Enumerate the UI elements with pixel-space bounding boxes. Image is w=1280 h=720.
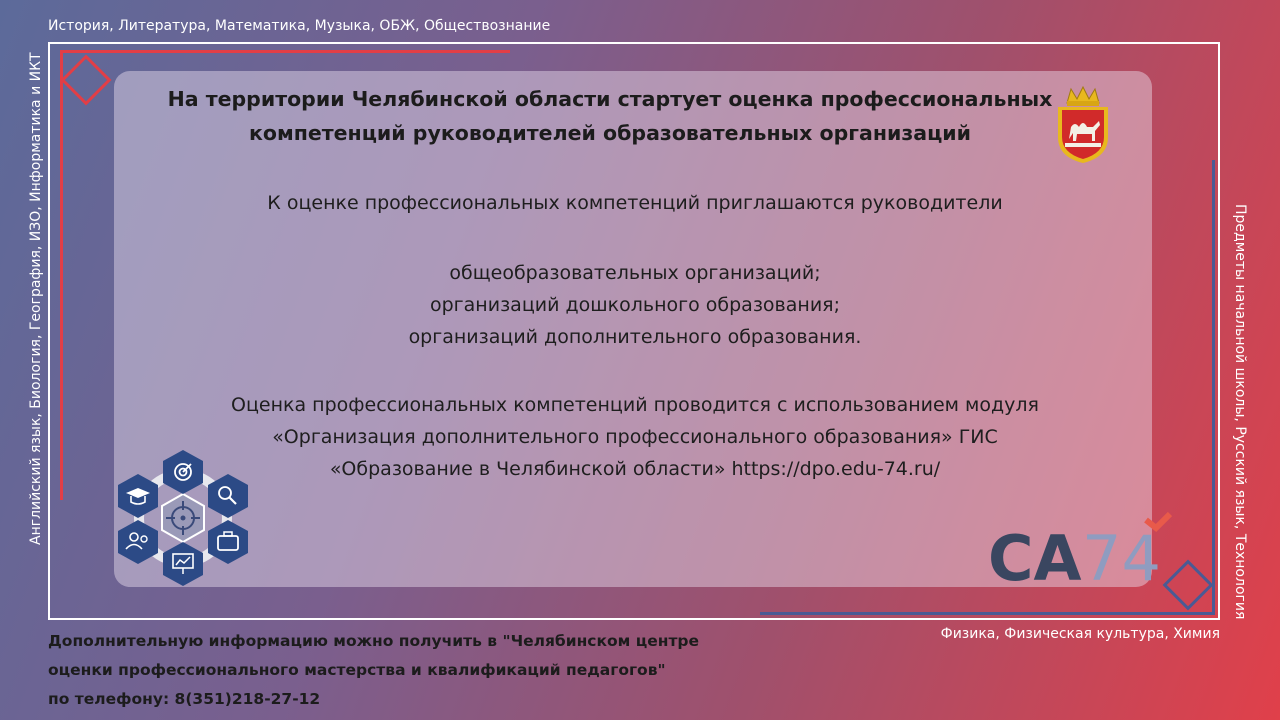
hexagon-icon-cluster [112, 448, 254, 588]
subjects-bottom-right: Физика, Физическая культура, Химия [940, 626, 1220, 642]
subjects-right: Предметы начальной школы, Русский язык, Технология [1232, 204, 1248, 620]
checkmark-icon [1146, 514, 1170, 528]
red-accent-line-left [60, 50, 63, 500]
ca74-logo [986, 512, 1176, 592]
module-line-3: «Образование в Челябинской области» https://dpo.edu-74.ru/ [329, 458, 941, 480]
module-line-1: Оценка профессиональных компетенций проводится с использованием модуля [231, 394, 1039, 416]
crosshair-icon [162, 494, 204, 542]
organization-list [150, 257, 1120, 353]
subjects-top: История, Литература, Математика, Музыка, ОБЖ, Обществознание [48, 18, 551, 34]
red-accent-line-top [60, 50, 510, 53]
contact-info [48, 627, 699, 714]
headline-line-1: На территории Челябинской области стартует оценка профессиональных [167, 87, 1053, 111]
contact-phone: по телефону: 8(351)218-27-12 [48, 690, 321, 708]
contact-line-2: оценки профессионального мастерства и квалификаций педагогов" [48, 661, 666, 679]
organization-item: общеобразовательных организаций; [449, 262, 821, 284]
emblem-chelyabinsk-icon [1053, 85, 1113, 165]
organization-item: организаций дополнительного образования. [408, 326, 862, 348]
portfolio-icon [208, 520, 248, 564]
logo-number: 74 [1082, 522, 1161, 592]
target-icon [163, 450, 203, 494]
subjects-left: Английский язык, Биология, География, ИЗО, Информатика и ИКТ [28, 52, 44, 545]
people-icon [118, 520, 158, 564]
contact-line-1: Дополнительную информацию можно получить в "Челябинском центре [48, 632, 700, 650]
intro-text: К оценке профессиональных компетенций приглашаются руководители [267, 192, 1003, 214]
module-line-2: «Организация дополнительного профессионального образования» ГИС [272, 426, 998, 448]
logo-letters: СА [988, 522, 1082, 592]
blue-accent-line-bottom [760, 612, 1215, 615]
headline-line-2: компетенций руководителей образовательных организаций [248, 121, 972, 145]
blue-accent-line-right [1212, 160, 1215, 615]
presentation-icon [163, 542, 203, 586]
module-description [150, 389, 1120, 485]
headline [150, 82, 1070, 150]
organization-item: организаций дошкольного образования; [430, 294, 840, 316]
